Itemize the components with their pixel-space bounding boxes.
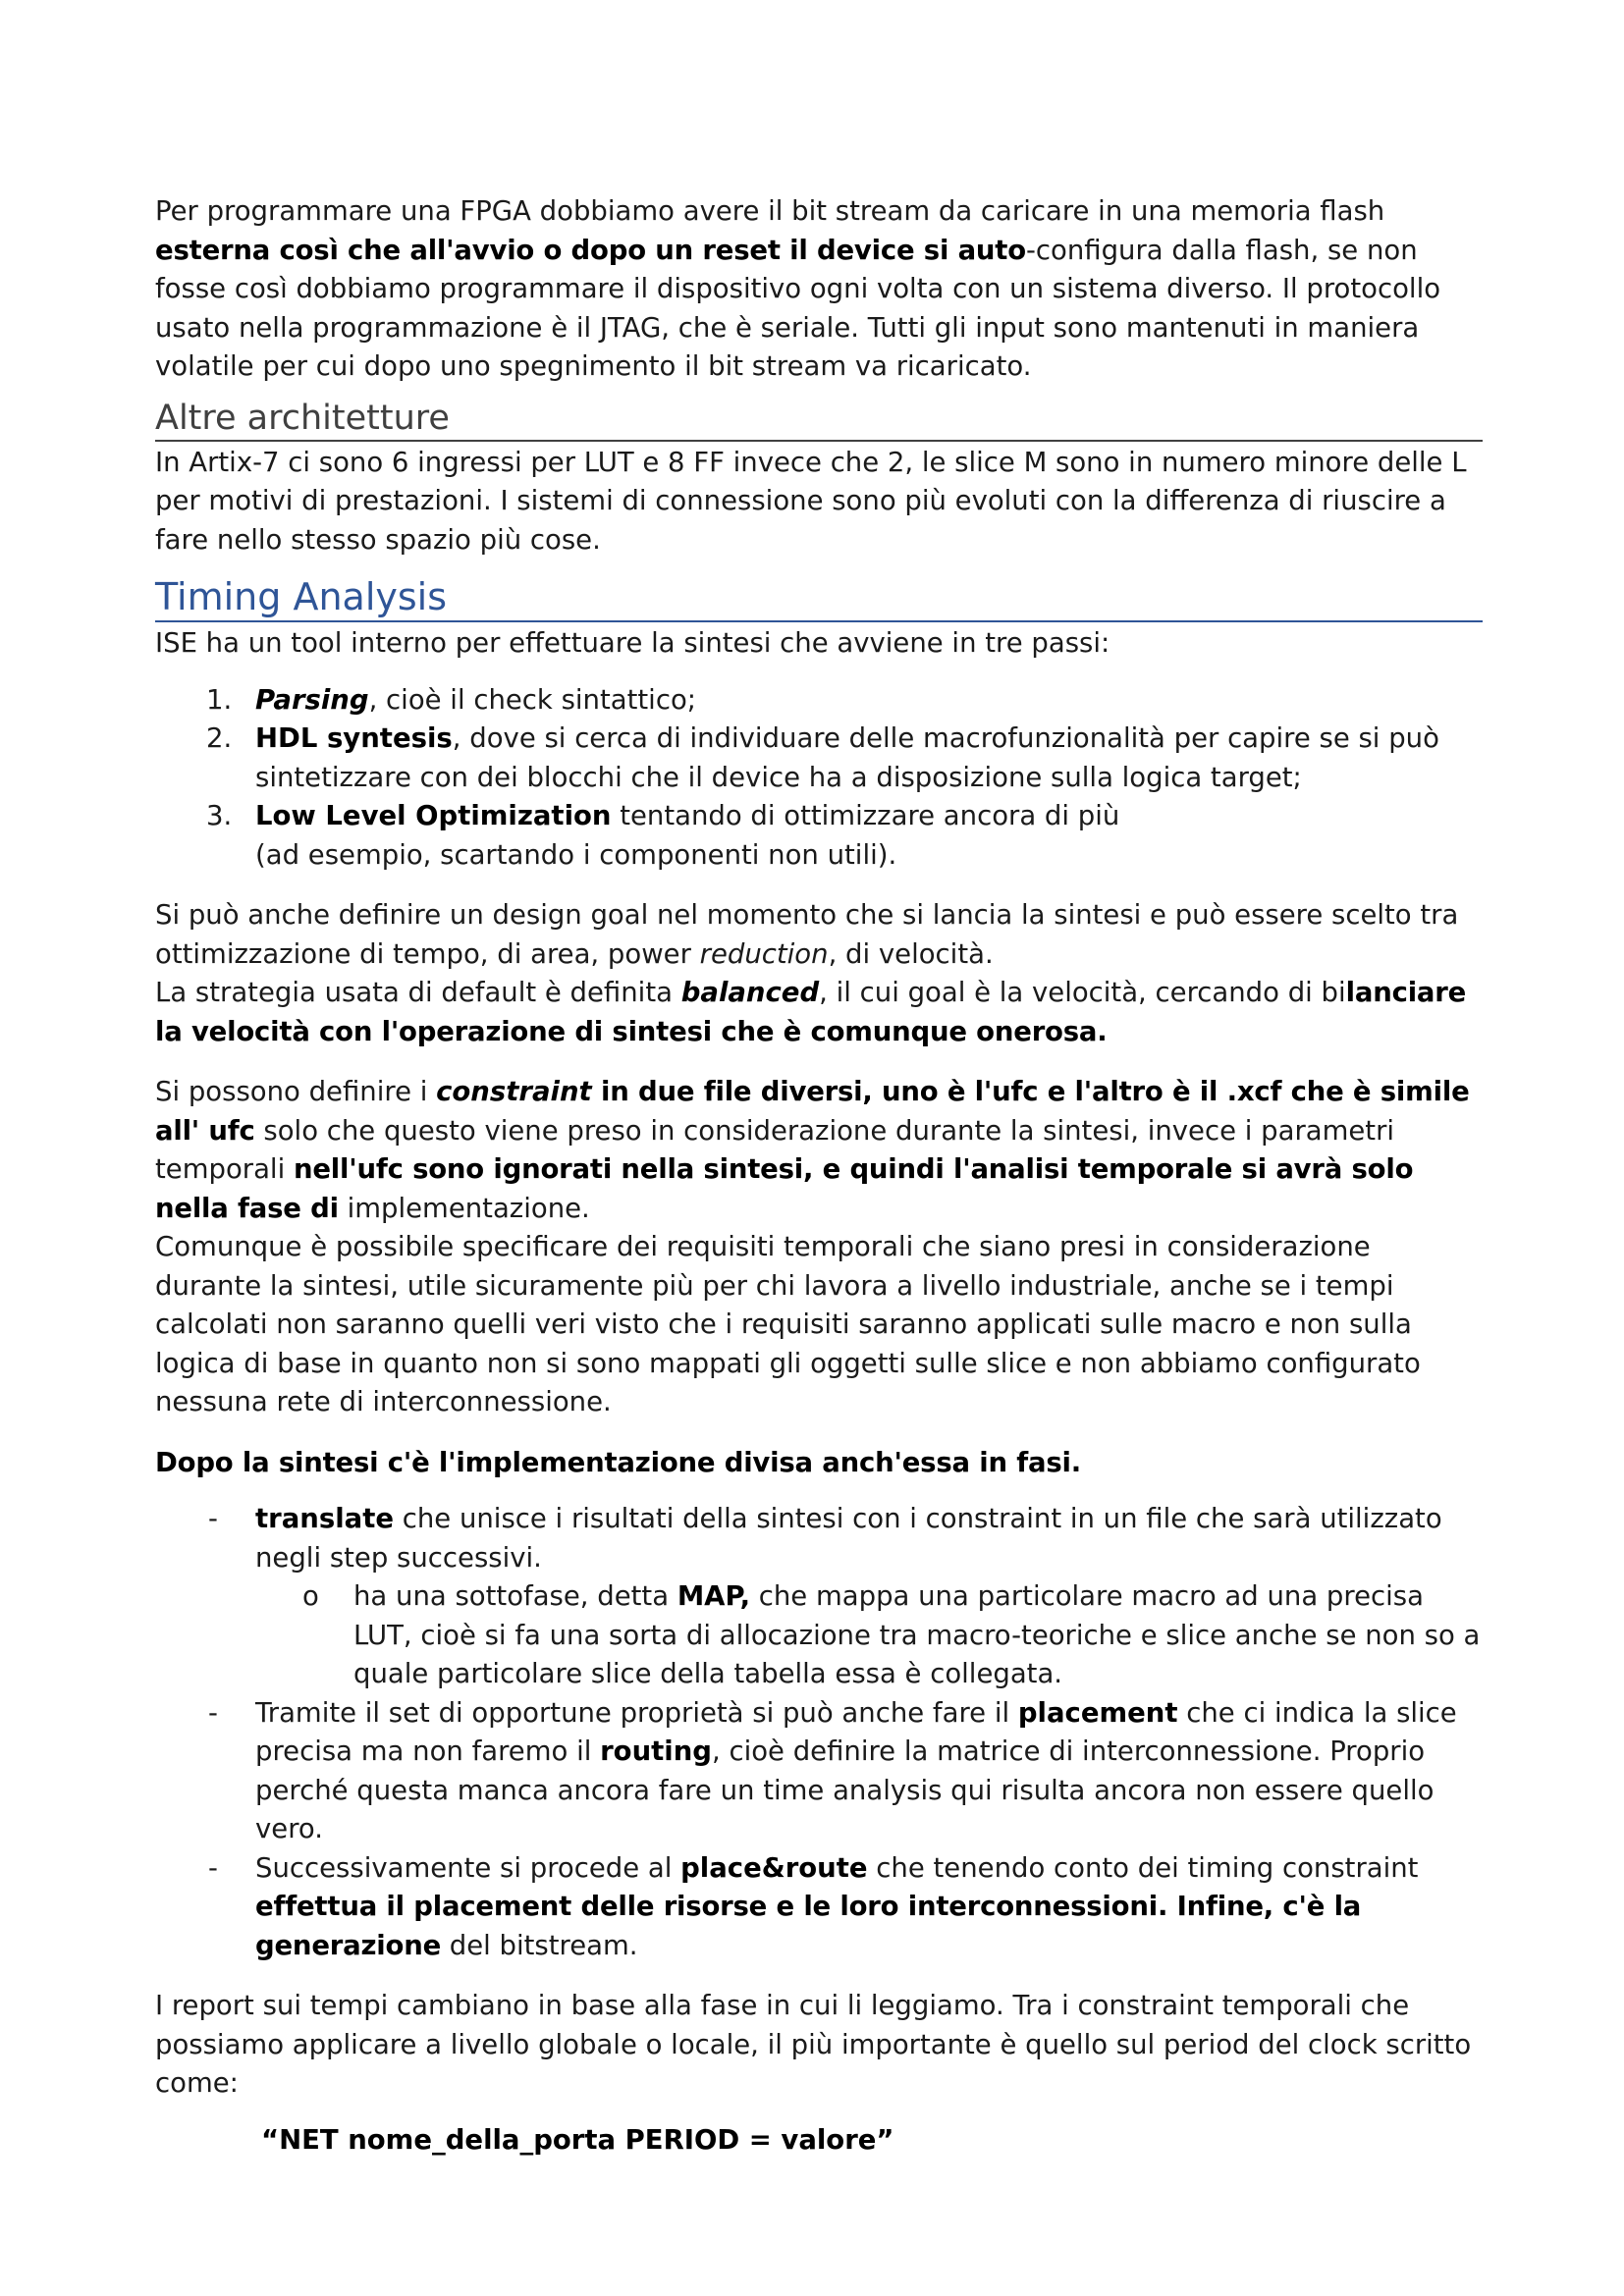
text: , il cui goal è la velocità, cercando di bi — [819, 977, 1346, 1008]
text: , cioè il check sintattico; — [368, 683, 697, 716]
code-example: “NET nome_della_porta PERIOD = valore” — [261, 2123, 894, 2156]
list-number: 2. — [206, 722, 233, 754]
implementation-phases-list — [155, 1500, 1483, 1965]
text: Si può anche definire un design goal nel momento che si lancia la sintesi e può essere scelto tra ottimizzazione di tempo, di area, power — [155, 899, 1459, 970]
text: del bitstream. — [441, 1929, 638, 1961]
list-marker: - — [208, 1696, 218, 1729]
list-number: 1. — [206, 683, 233, 716]
paragraph-ise-tool: ISE ha un tool interno per effettuare la sintesi che avviene in tre passi: — [155, 627, 1110, 659]
term-bold: constraint — [436, 1076, 592, 1107]
text: , cioè definire la matrice di interconnessione. Proprio perché questa manca ancora fare un time analysis qui risulta ancora non essere quello vero. — [255, 1735, 1435, 1844]
paragraph-constraint — [155, 1073, 1483, 1422]
text: , dove si cerca di individuare delle macrofunzionalità per capire se si può sintetizzare con dei blocchi che il device ha a disposizione sulla logica target; — [255, 722, 1439, 793]
text: -configura dalla flash, se non fosse così dobbiamo programmare il dispositivo ogni volta con un sistema diverso. Il protocollo usato nella programmazione è il JTAG, che è seriale. Tutti gli input sono mantenuti in maniera volatile per cui dopo uno spegnimento il bit stream va ricaricato. — [155, 234, 1441, 382]
text: che ci indica la slice precisa ma non faremo il — [255, 1696, 1457, 1767]
text: Comunque è possibile specificare dei requisiti temporali che siano presi in considerazione durante la sintesi, utile sicuramente più per chi lavora a livello industriale, anche se i tempi calcolati non saranno quelli veri visto che i requisiti saranno applicati sulle macro e non sulla logica di base in quanto non si sono mappati gli oggetti sulle slice e non abbiamo configurato nessuna rete di interconnessione. — [155, 1231, 1421, 1417]
list-item — [155, 1694, 1483, 1849]
text-emphasis: effettua il placement delle risorse e le loro interconnessioni. Infine, c'è la generazione — [255, 1891, 1362, 1961]
synthesis-steps-list — [155, 681, 1483, 876]
heading-timing-analysis: Timing Analysis — [155, 573, 1483, 622]
text-emphasis: lanciare la velocità con l'operazione di sintesi che è comunque onerosa. — [155, 977, 1467, 1047]
list-item — [155, 797, 1483, 875]
text: implementazione. — [338, 1192, 590, 1224]
heading-altre-architetture: Altre architetture — [155, 397, 1483, 442]
text: che mappa una particolare macro ad una precisa LUT, cioè si fa una sorta di allocazione tra macro-teoriche e slice anche se non so a quale particolare slice della tabella essa è collegata. — [353, 1580, 1481, 1689]
term-bold: routing — [600, 1735, 712, 1767]
text: tentando di ottimizzare ancora di più — [611, 800, 1120, 831]
list-item — [155, 1849, 1483, 1966]
text: che tenendo conto dei timing constraint — [867, 1851, 1419, 1884]
list-number: 3. — [206, 800, 233, 831]
text: solo che questo viene preso in considerazione durante la sintesi, invece i parametri temporali — [155, 1114, 1395, 1185]
text-emphasis: nell'ufc sono ignorati nella sintesi, e quindi l'analisi temporale si avrà solo nella fase di — [155, 1153, 1414, 1224]
term-bold: balanced — [680, 977, 820, 1008]
text: , di velocità. — [828, 937, 994, 970]
list-item — [155, 681, 1483, 721]
list-item — [255, 1577, 1483, 1694]
paragraph-artix: In Artix-7 ci sono 6 ingressi per LUT e 8 FF invece che 2, le slice M sono in numero minore delle L per motivi di prestazioni. I sistemi di connessione sono più evoluti con la differenza di riuscire a fare nello stesso spazio più cose. — [155, 446, 1467, 556]
paragraph-fpga-programming — [155, 192, 1483, 387]
text: Successivamente si procede al — [255, 1851, 681, 1884]
text: ha una sottofase, detta — [353, 1580, 677, 1612]
term-bold: place&route — [680, 1851, 868, 1884]
paragraph-implementazione: Dopo la sintesi c'è l'implementazione divisa anch'essa in fasi. — [155, 1446, 1081, 1478]
sub-list — [255, 1577, 1483, 1694]
text: La strategia usata di default è definita — [155, 977, 681, 1008]
list-marker: o — [302, 1580, 319, 1612]
term-bold: HDL syntesis — [255, 722, 453, 754]
list-item — [155, 720, 1483, 797]
paragraph-report: I report sui tempi cambiano in base alla fase in cui li leggiamo. Tra i constraint temporali che possiamo applicare a livello globale o locale, il più importante è quello sul period del clock scritto come: — [155, 1990, 1472, 2099]
text-emphasis: esterna così che all'avvio o dopo un reset il device si auto — [155, 234, 1026, 266]
term-bold: translate — [255, 1503, 394, 1534]
text-italic: reduction — [699, 937, 829, 970]
term-bold: placement — [1017, 1696, 1178, 1729]
text: che unisce i risultati della sintesi con i constraint in un file che sarà utilizzato negli step successivi. — [255, 1503, 1442, 1574]
term-bold: Parsing — [255, 683, 369, 716]
list-marker: - — [208, 1851, 218, 1884]
text: Si possono definire i — [155, 1076, 437, 1107]
text: Tramite il set di opportune proprietà si può anche fare il — [255, 1696, 1018, 1729]
text: Per programmare una FPGA dobbiamo avere il bit stream da caricare in una memoria flash — [155, 195, 1385, 227]
paragraph-design-goal — [155, 896, 1483, 1051]
text-emphasis: in due file diversi, uno è l'ufc e l'altro è il .xcf che è simile all' ufc — [155, 1076, 1470, 1147]
term-bold: Low Level Optimization — [255, 800, 612, 831]
document-page — [155, 192, 1483, 2160]
list-marker: - — [208, 1503, 218, 1534]
list-item — [155, 1500, 1483, 1694]
text: (ad esempio, scartando i componenti non utili). — [255, 838, 897, 871]
term-bold: MAP, — [677, 1580, 751, 1612]
